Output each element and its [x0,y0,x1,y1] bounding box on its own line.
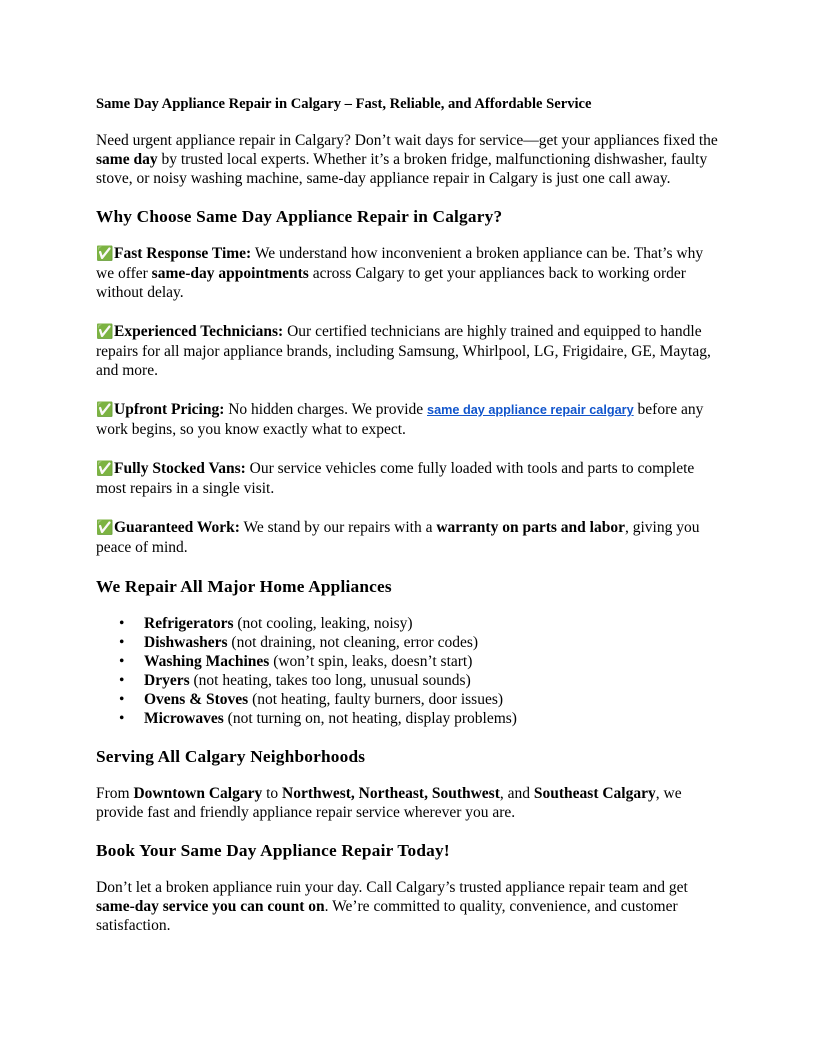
feature-text: We stand by our repairs with a [239,519,437,536]
feature-bold: same-day appointments [151,265,309,282]
list-item [119,709,724,728]
intro-text-2: by trusted local experts. Whether it’s a broken fridge, malfunctioning dishwasher, faulty stove, or noisy washing machine, same-day appliance repair in Calgary is just one call away. [96,151,708,187]
why-heading: Why Choose Same Day Appliance Repair in Calgary? [96,207,503,226]
bullet-icon: • [119,615,125,632]
document-page [96,95,724,935]
bullet-icon: • [119,710,125,727]
check-mark-icon: ✅ [96,402,114,418]
feature-text: Our certified technicians are highly trained and equipped to handle repairs for all major appliance brands, including Samsung, Whirlpool, LG, Frigidaire, GE, Maytag, and more. [96,323,711,379]
appliance-name: Ovens & Stoves [144,691,249,708]
feature-fast-response [96,244,724,302]
list-item [119,614,724,633]
appliance-detail: (won’t spin, leaks, doesn’t start) [269,653,473,670]
appliance-name: Microwaves [144,710,224,727]
intro-bold: same day [96,151,158,168]
list-item [119,652,724,671]
feature-text-2: before any work begins, so you know exactly what to expect. [96,401,704,438]
neighborhoods-text: , we provide fast and friendly appliance repair service wherever you are. [96,785,682,821]
feature-label: Fast Response Time: [114,245,252,262]
neighborhood-bold: Northwest, Northeast, Southwest [282,785,500,802]
feature-fully-stocked-vans [96,459,724,498]
check-mark-icon: ✅ [96,324,114,340]
bullet-icon: • [119,653,125,670]
book-heading: Book Your Same Day Appliance Repair Today! [96,841,450,860]
book-paragraph [96,878,724,935]
neighborhoods-text: , and [499,785,534,802]
feature-guaranteed-work [96,518,724,557]
list-item [119,633,724,652]
intro-text: Need urgent appliance repair in Calgary? Don’t wait days for service—get your appliances fixed the [96,132,718,149]
appliances-heading: We Repair All Major Home Appliances [96,577,392,596]
document-title [96,95,724,114]
feature-experienced-technicians [96,322,724,380]
intro-paragraph [96,131,724,188]
book-bold: same-day service you can count on [96,898,325,915]
appliance-list [96,614,724,728]
feature-text-2: across Calgary to get your appliances back to working order without delay. [96,265,686,301]
feature-text: No hidden charges. We provide [224,401,428,418]
neighborhood-bold: Southeast Calgary [533,785,656,802]
neighborhoods-text: From [96,785,134,802]
neighborhoods-text: to [262,785,283,802]
appliance-name: Washing Machines [144,653,270,670]
document-title-text: Same Day Appliance Repair in Calgary – Fast, Reliable, and Affordable Service [96,96,592,112]
appliance-name: Dishwashers [144,634,228,651]
bullet-icon: • [119,634,125,651]
feature-bold: warranty on parts and labor [436,519,625,536]
book-text-2: . We’re committed to quality, convenience, and customer satisfaction. [96,898,678,934]
feature-label: Fully Stocked Vans: [114,460,246,477]
feature-label: Guaranteed Work: [114,519,240,536]
check-mark-icon: ✅ [96,246,114,262]
book-text: Don’t let a broken appliance ruin your day. Call Calgary’s trusted appliance repair team and get [96,879,688,896]
bullet-icon: • [119,672,125,689]
neighborhood-bold: Downtown Calgary [133,785,263,802]
bullet-icon: • [119,691,125,708]
check-mark-icon: ✅ [96,461,114,477]
feature-label: Experienced Technicians: [114,323,284,340]
check-mark-icon: ✅ [96,520,114,536]
appliance-detail: (not turning on, not heating, display problems) [223,710,517,727]
appliance-name: Refrigerators [144,615,234,632]
appliance-detail: (not heating, takes too long, unusual sounds) [189,672,471,689]
same-day-repair-link[interactable]: same day appliance repair calgary [427,403,634,417]
neighborhoods-paragraph [96,784,724,822]
feature-upfront-pricing [96,400,724,439]
appliance-detail: (not heating, faulty burners, door issues) [248,691,504,708]
list-item [119,690,724,709]
appliance-name: Dryers [144,672,190,689]
feature-text: We understand how inconvenient a broken appliance can be. That’s why we offer [96,245,704,282]
list-item [119,671,724,690]
appliance-detail: (not draining, not cleaning, error codes) [227,634,479,651]
neighborhoods-heading: Serving All Calgary Neighborhoods [96,747,366,766]
feature-text: Our service vehicles come fully loaded with tools and parts to complete most repairs in a single visit. [96,460,695,497]
feature-text-2: , giving you peace of mind. [96,519,700,556]
feature-label: Upfront Pricing: [114,401,225,418]
appliance-detail: (not cooling, leaking, noisy) [233,615,413,632]
